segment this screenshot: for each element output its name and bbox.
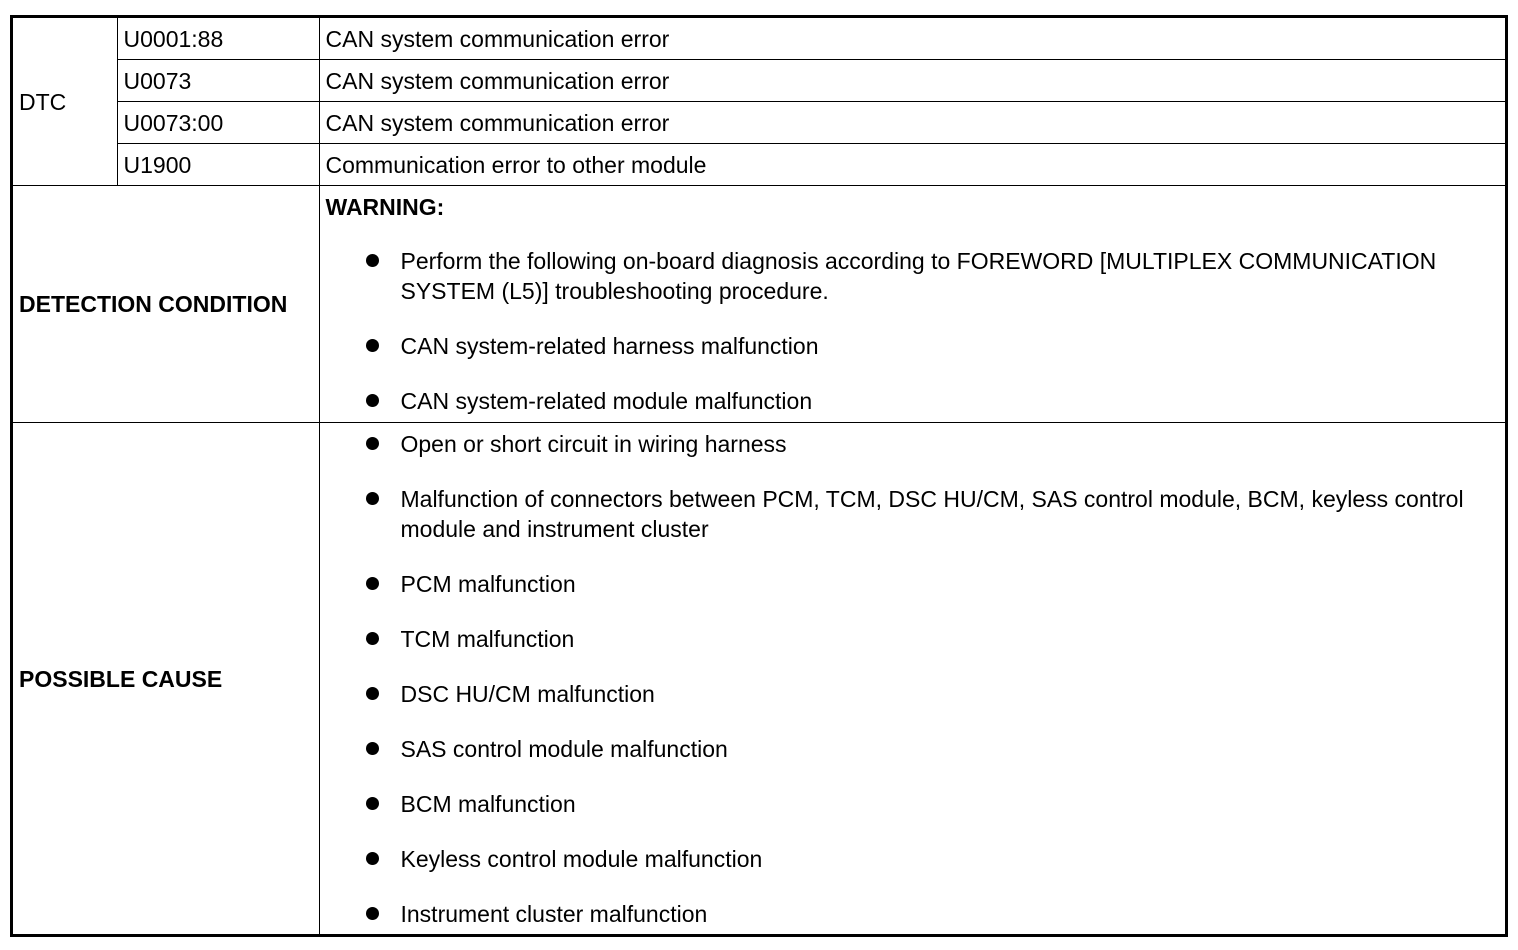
list-item — [366, 246, 1480, 306]
bullet-icon — [366, 797, 379, 810]
list-item — [366, 789, 1480, 819]
bullet-icon — [366, 437, 379, 450]
bullet-icon — [366, 339, 379, 352]
bullet-icon — [366, 687, 379, 700]
list-item — [366, 331, 1480, 361]
bullet-icon — [366, 577, 379, 590]
list-item-text: TCM malfunction — [400, 625, 575, 652]
dtc-code: U1900 — [117, 144, 319, 186]
detection-condition-content — [319, 186, 1505, 423]
bullet-icon — [366, 254, 379, 267]
detection-condition-list — [326, 246, 1500, 416]
list-item — [366, 484, 1480, 544]
list-item-text: CAN system-related harness malfunction — [400, 333, 819, 359]
dtc-description: CAN system communication error — [319, 60, 1505, 102]
dtc-label: DTC — [13, 18, 117, 186]
list-item-text: Keyless control module malfunction — [400, 845, 763, 872]
dtc-description: Communication error to other module — [319, 144, 1505, 186]
detection-condition-row — [13, 186, 1505, 423]
list-item — [366, 624, 1480, 654]
list-item-text: Instrument cluster malfunction — [400, 900, 708, 927]
list-item — [366, 569, 1480, 599]
list-item-text: CAN system-related module malfunction — [400, 388, 813, 414]
list-item-text: Malfunction of connectors between PCM, TCM, DSC HU/CM, SAS control module, BCM, keyless control module and instrument cluster — [400, 485, 1464, 542]
detection-condition-label: DETECTION CONDITION — [13, 186, 319, 423]
dtc-row — [13, 60, 1505, 102]
list-item — [366, 386, 1480, 416]
list-item — [366, 844, 1480, 874]
dtc-row — [13, 144, 1505, 186]
bullet-icon — [366, 632, 379, 645]
bullet-icon — [366, 852, 379, 865]
bullet-icon — [366, 492, 379, 505]
diagnostic-table — [13, 18, 1505, 934]
dtc-description: CAN system communication error — [319, 18, 1505, 60]
warning-title: WARNING: — [325, 194, 445, 220]
list-item — [366, 679, 1480, 709]
possible-cause-content — [319, 423, 1505, 935]
list-item — [366, 734, 1480, 764]
list-item-text: Perform the following on-board diagnosis according to FOREWORD [MULTIPLEX COMMUNICATION SYSTEM (L5)] troubleshooting procedure. — [400, 248, 1437, 304]
diagnostic-table-frame — [10, 15, 1508, 937]
list-item-text: Open or short circuit in wiring harness — [400, 430, 787, 457]
possible-cause-label: POSSIBLE CAUSE — [13, 423, 319, 935]
possible-cause-list — [326, 429, 1500, 929]
dtc-code: U0001:88 — [117, 18, 319, 60]
possible-cause-row — [13, 423, 1505, 935]
list-item-text: BCM malfunction — [400, 790, 576, 817]
list-item — [366, 899, 1480, 929]
dtc-code: U0073:00 — [117, 102, 319, 144]
dtc-row — [13, 102, 1505, 144]
list-item-text: DSC HU/CM malfunction — [400, 680, 655, 707]
bullet-icon — [366, 742, 379, 755]
bullet-icon — [366, 907, 379, 920]
dtc-code: U0073 — [117, 60, 319, 102]
dtc-row — [13, 18, 1505, 60]
dtc-description: CAN system communication error — [319, 102, 1505, 144]
list-item-text: SAS control module malfunction — [400, 735, 728, 762]
bullet-icon — [366, 394, 379, 407]
list-item-text: PCM malfunction — [400, 570, 576, 597]
list-item — [366, 429, 1480, 459]
